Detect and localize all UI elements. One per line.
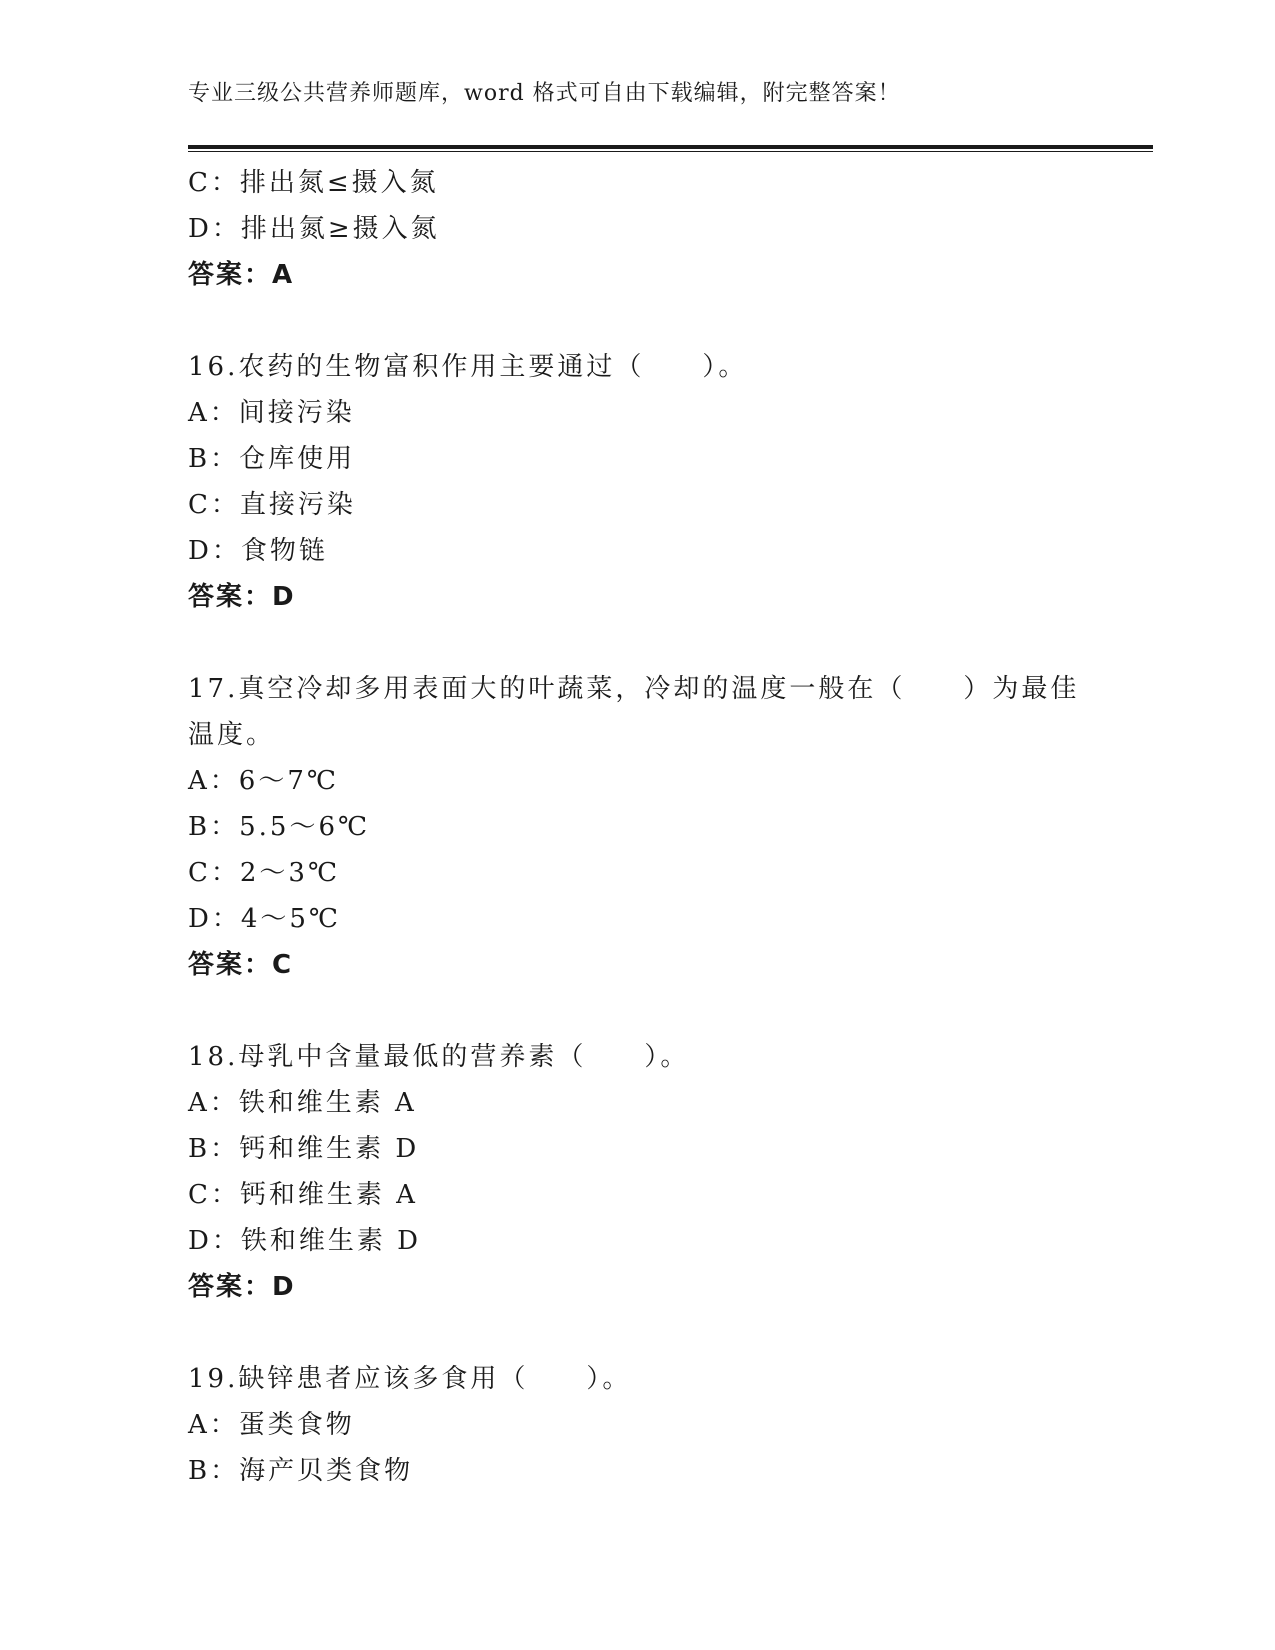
option-line: C：排出氮≤摄入氮: [188, 168, 439, 198]
option-line: C：2～3℃: [188, 858, 341, 888]
question-text: 17.真空冷却多用表面大的叶蔬菜，冷却的温度一般在（ ）为最佳: [188, 674, 1080, 704]
option-line: D：4～5℃: [188, 904, 342, 934]
answer-line: 答案：D: [188, 1272, 296, 1302]
spacer: [188, 298, 1088, 344]
option-line: B：5.5～6℃: [188, 812, 371, 842]
option-line: B：钙和维生素 D: [188, 1134, 420, 1164]
option-line: D：排出氮≥摄入氮: [188, 214, 440, 244]
question-text: 16.农药的生物富积作用主要通过（ ）。: [188, 352, 748, 382]
option-line: C：钙和维生素 A: [188, 1180, 418, 1210]
page-header: 专业三级公共营养师题库，word 格式可自由下载编辑，附完整答案！: [188, 81, 901, 106]
option-line: B：仓库使用: [188, 444, 356, 474]
option-line: A：铁和维生素 A: [188, 1088, 417, 1118]
question-text: 19.缺锌患者应该多食用（ ）。: [188, 1364, 632, 1394]
option-line: D：食物链: [188, 536, 328, 566]
option-line: A：蛋类食物: [188, 1410, 355, 1440]
question-list: [188, 160, 1088, 1494]
option-line: C：直接污染: [188, 490, 356, 520]
option-line: A：间接污染: [188, 398, 355, 428]
header-rule-thin: [188, 151, 1153, 152]
option-line: D：铁和维生素 D: [188, 1226, 421, 1256]
answer-line: 答案：A: [188, 260, 295, 290]
answer-line: 答案：D: [188, 582, 296, 612]
option-line: A：6～7℃: [188, 766, 339, 796]
header-rule: [188, 145, 1153, 149]
spacer: [188, 620, 1088, 666]
spacer: [188, 988, 1088, 1034]
question-text: 18.母乳中含量最低的营养素（ ）。: [188, 1042, 690, 1072]
spacer: [188, 1310, 1088, 1356]
option-line: B：海产贝类食物: [188, 1456, 414, 1486]
answer-line: 答案：C: [188, 950, 294, 980]
question-text: 温度。: [188, 720, 276, 750]
